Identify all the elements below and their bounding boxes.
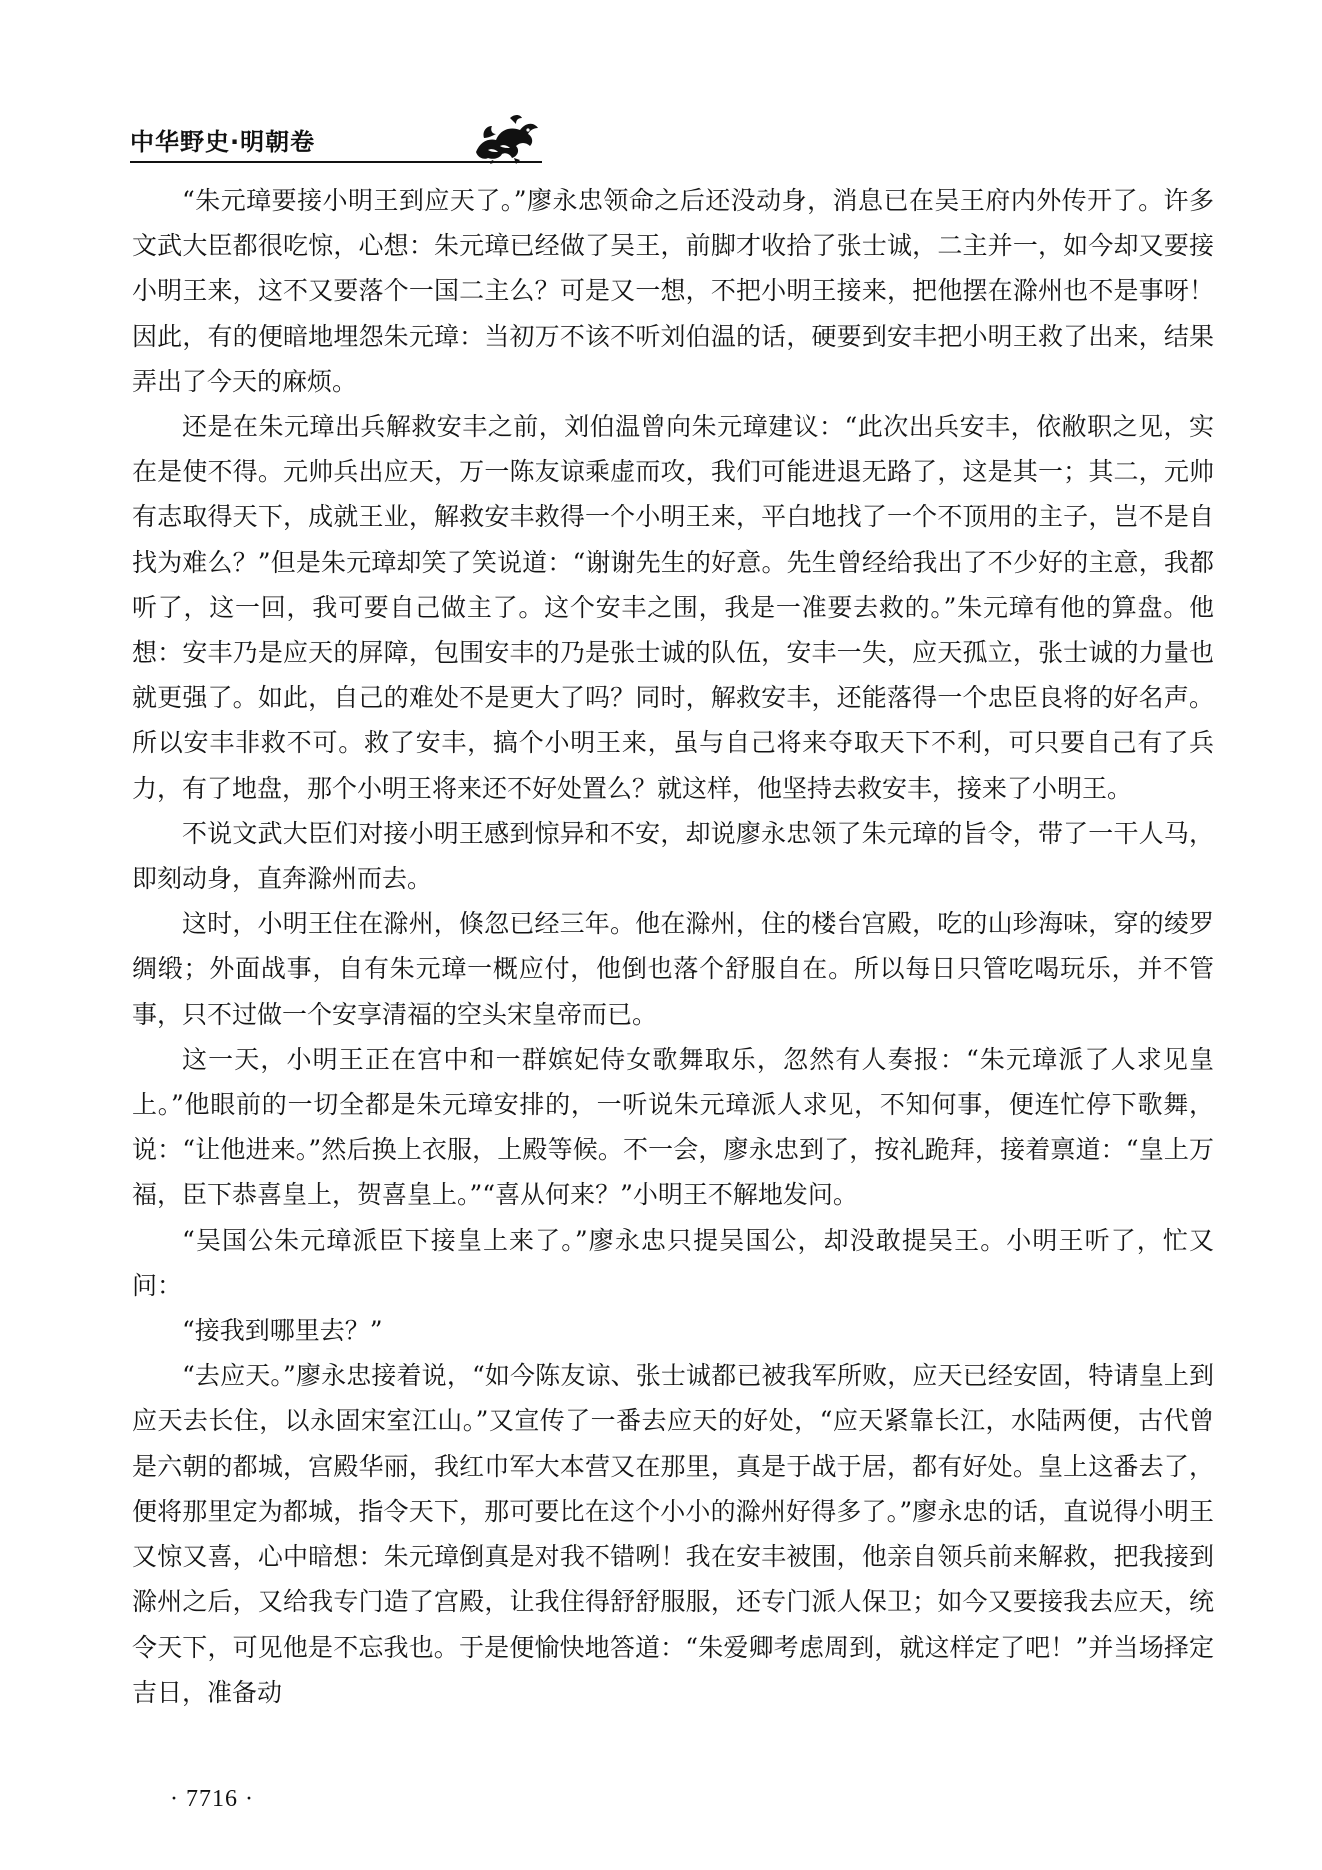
- dragon-icon: [470, 108, 542, 164]
- paragraph: 还是在朱元璋出兵解救安丰之前，刘伯温曾向朱元璋建议：“此次出兵安丰，依敝职之见，实在是使不得。元帅兵出应天，万一陈友谅乘虚而攻，我们可能进退无路了，这是其一；其二，元帅有志取得天下，成就王业，解救安丰救得一个小明王来，平白地找了一个不顶用的主子，岂不是自找为难么？”但是朱元璋却笑了笑说道：“谢谢先生的好意。先生曾经给我出了不少好的主意，我都听了，这一回，我可要自己做主了。这个安丰之围，我是一准要去救的。”朱元璋有他的算盘。他想：安丰乃是应天的屏障，包围安丰的乃是张士诚的队伍，安丰一失，应天孤立，张士诚的力量也就更强了。如此，自己的难处不是更大了吗？同时，解救安丰，还能落得一个忠臣良将的好名声。所以安丰非救不可。救了安丰，搞个小明王来，虽与自己将来夺取天下不利，可只要自己有了兵力，有了地盘，那个小明王将来还不好处置么？就这样，他坚持去救安丰，接来了小明王。: [132, 412, 1214, 803]
- body-text: [132, 178, 1214, 1715]
- paragraph: “吴国公朱元璋派臣下接皇上来了。”廖永忠只提吴国公，却没敢提吴王。小明王听了，忙又问：: [132, 1225, 1214, 1300]
- paragraph: “去应天。”廖永忠接着说，“如今陈友谅、张士诚都已被我军所败，应天已经安固，特请皇上到应天去长住，以永固宋室江山。”又宣传了一番去应天的好处，“应天紧靠长江，水陆两便，古代曾是六朝的都城，宫殿华丽，我红巾军大本营又在那里，真是于战于居，都有好处。皇上这番去了，便将那里定为都城，指令天下，那可要比在这个小小的滁州好得多了。”廖永忠的话，直说得小明王又惊又喜，心中暗想：朱元璋倒真是对我不错咧！我在安丰被围，他亲自领兵前来解救，把我接到滁州之后，又给我专门造了宫殿，让我住得舒舒服服，还专门派人保卫；如今又要接我去应天，统令天下，可见他是不忘我也。于是便愉快地答道：“朱爱卿考虑周到，就这样定了吧！”并当场择定吉日，准备动: [132, 1361, 1214, 1707]
- paragraph: “朱元璋要接小明王到应天了。”廖永忠领命之后还没动身，消息已在吴王府内外传开了。许多文武大臣都很吃惊，心想：朱元璋已经做了吴王，前脚才收拾了张士诚，二主并一，如今却又要接小明王来，这不又要落个一国二主么？可是又一想，不把小明王接来，把他摆在滁州也不是事呀！因此，有的便暗地埋怨朱元璋：当初万不该不听刘伯温的话，硬要到安丰把小明王救了出来，结果弄出了今天的麻烦。: [132, 186, 1214, 396]
- header-rule: [130, 161, 542, 163]
- running-header: [130, 108, 542, 168]
- paragraph: 不说文武大臣们对接小明王感到惊异和不安，却说廖永忠领了朱元璋的旨令，带了一干人马，即刻动身，直奔滁州而去。: [132, 818, 1214, 894]
- book-title: 中华野史·明朝卷: [130, 128, 316, 156]
- page-number: · 7716 ·: [170, 1786, 254, 1812]
- paragraph: 这时，小明王住在滁州，倏忽已经三年。他在滁州，住的楼台宫殿，吃的山珍海味，穿的绫罗绸缎；外面战事，自有朱元璋一概应付，他倒也落个舒服自在。所以每日只管吃喝玩乐，并不管事，只不过做一个安享清福的空头宋皇帝而已。: [132, 909, 1214, 1029]
- paragraph: “接我到哪里去？”: [182, 1316, 383, 1346]
- paragraph: 这一天，小明王正在宫中和一群嫔妃侍女歌舞取乐，忽然有人奏报：“朱元璋派了人求见皇上。”他眼前的一切全都是朱元璋安排的，一听说朱元璋派人求见，不知何事，便连忙停下歌舞，说：“让他进来。”然后换上衣服，上殿等候。不一会，廖永忠到了，按礼跪拜，接着禀道：“皇上万福，臣下恭喜皇上，贺喜皇上。”“喜从何来？”小明王不解地发问。: [132, 1044, 1214, 1210]
